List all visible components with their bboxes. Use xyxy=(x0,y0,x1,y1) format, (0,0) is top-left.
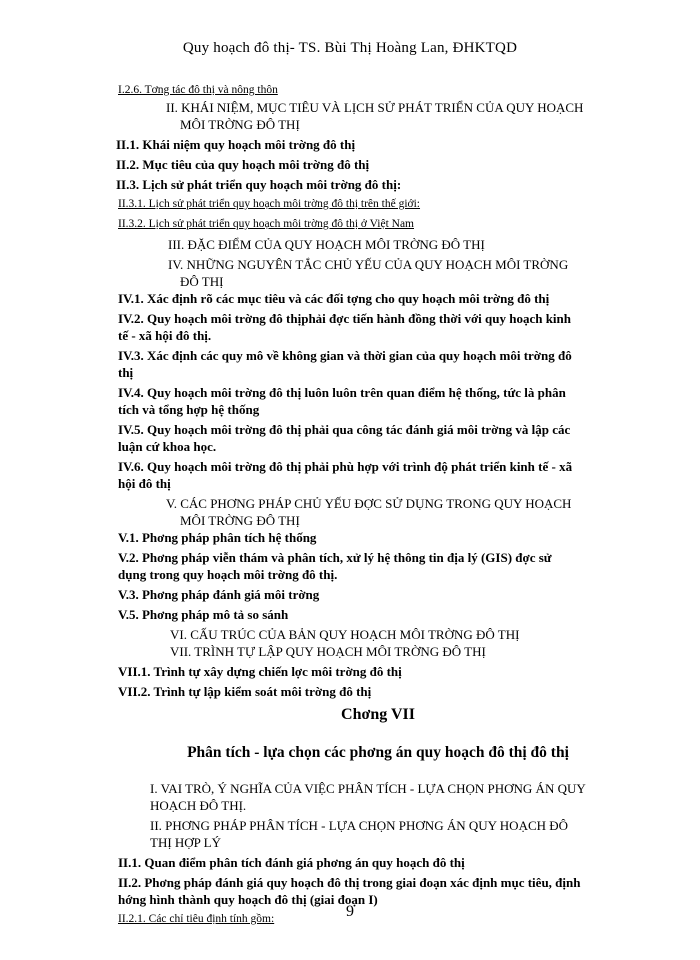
chapter-title: Phân tích - lựa chọn các phơng án quy hoạch đô thị đô thị xyxy=(187,744,569,761)
subsection-heading: V.2. Phơng pháp viễn thám và phân tích, xử lý hệ thông tin địa lý (GIS) đợc sử xyxy=(118,550,552,565)
section-heading: IV. NHỮNG NGUYÊN TẮC CHỦ YẾU CỦA QUY HOẠCH MÔI TRỜNG xyxy=(168,257,569,272)
subsection-heading: VII.1. Trình tự xây dựng chiến lợc môi trờng đô thị xyxy=(118,664,402,679)
subsection-heading: V.3. Phơng pháp đánh giá môi trờng xyxy=(118,587,320,602)
section-heading-cont: MÔI TRỜNG ĐÔ THỊ xyxy=(180,513,300,528)
subsection-heading: IV.5. Quy hoạch môi trờng đô thị phải qua công tác đánh giá môi trờng và lập các xyxy=(118,422,571,437)
page-body xyxy=(118,82,638,928)
section-heading-cont: THỊ HỢP LÝ xyxy=(150,834,222,850)
section-heading: III. ĐẶC ĐIỂM CỦA QUY HOẠCH MÔI TRỜNG ĐÔ THỊ xyxy=(168,237,485,252)
subsection-heading: IV.6. Quy hoạch môi trờng đô thị phải phù hợp với trình độ phát triển kinh tế - xã xyxy=(118,459,573,474)
subsection-heading: II.1. Khái niệm quy hoạch môi trờng đô thị xyxy=(116,137,356,152)
subsection-heading: IV.2. Quy hoạch môi trờng đô thịphải đợc tiến hành đồng thời với quy hoạch kinh xyxy=(118,311,571,326)
subsection-heading-cont: tích và tổng hợp hệ thống xyxy=(118,402,260,417)
subsection-heading-cont: tế - xã hội đô thị. xyxy=(118,328,212,343)
subsection-heading: IV.3. Xác định các quy mô về không gian và thời gian của quy hoạch môi trờng đô xyxy=(118,348,572,363)
subsubsection-heading: II.3.2. Lịch sử phát triển quy hoạch môi trờng đô thị ở Việt Nam xyxy=(118,218,414,230)
page-number: 9 xyxy=(346,903,354,920)
section-heading: II. PHƠNG PHÁP PHÂN TÍCH - LỰA CHỌN PHƠNG ÁN QUY HOẠCH ĐÔ xyxy=(150,817,569,833)
section-heading-cont: HOẠCH ĐÔ THỊ. xyxy=(150,797,247,813)
section-heading-cont: ĐÔ THỊ xyxy=(180,274,224,289)
section-heading: VII. TRÌNH TỰ LẬP QUY HOẠCH MÔI TRỜNG ĐÔ THỊ xyxy=(170,644,486,659)
subsection-heading: IV.1. Xác định rõ các mục tiêu và các đối tợng cho quy hoạch môi trờng đô thị xyxy=(118,291,550,306)
subsection-heading-cont: hội đô thị xyxy=(118,476,171,491)
subsection-heading: VII.2. Trình tự lập kiểm soát môi trờng đô thị xyxy=(118,684,372,699)
section-heading: II. KHÁI NIỆM, MỤC TIÊU VÀ LỊCH SỬ PHÁT TRIỂN CỦA QUY HOẠCH xyxy=(166,100,584,115)
subsection-heading: I.2.6. Tơng tác đô thị và nông thôn xyxy=(118,84,278,96)
subsection-heading-cont: hớng hình thành quy hoạch đô thị (giai đoạn I) xyxy=(118,891,378,907)
subsection-heading: II.2. Mục tiêu của quy hoạch môi trờng đô thị xyxy=(116,157,370,172)
section-heading: I. VAI TRÒ, Ý NGHĨA CỦA VIỆC PHÂN TÍCH - LỰA CHỌN PHƠNG ÁN QUY xyxy=(150,780,586,796)
subsection-heading-cont: dụng trong quy hoạch môi trờng đô thị. xyxy=(118,567,338,582)
subsection-heading: II.2. Phơng pháp đánh giá quy hoạch đô thị trong giai đoạn xác định mục tiêu, định xyxy=(118,874,581,890)
subsubsection-heading: II.2.1. Các chỉ tiêu định tính gồm: xyxy=(118,912,275,925)
subsection-heading: II.3. Lịch sử phát triển quy hoạch môi trờng đô thị: xyxy=(116,177,402,192)
subsection-heading: IV.4. Quy hoạch môi trờng đô thị luôn luôn trên quan điểm hệ thống, tức là phân xyxy=(118,385,566,400)
subsection-heading: V.5. Phơng pháp mô tả so sánh xyxy=(118,607,289,622)
subsection-heading: V.1. Phơng pháp phân tích hệ thống xyxy=(118,530,317,545)
subsection-heading: II.1. Quan điểm phân tích đánh giá phơng án quy hoạch đô thị xyxy=(118,854,465,870)
section-heading: VI. CẤU TRÚC CỦA BẢN QUY HOẠCH MÔI TRỜNG ĐÔ THỊ xyxy=(170,627,520,642)
subsection-heading-cont: luận cứ khoa học. xyxy=(118,439,217,454)
running-header: Quy hoạch đô thị- TS. Bùi Thị Hoàng Lan, ĐHKTQD xyxy=(182,40,518,56)
chapter-label: Chơng VII xyxy=(341,706,415,723)
section-heading: V. CÁC PHƠNG PHÁP CHỦ YẾU ĐỢC SỬ DỤNG TRONG QUY HOẠCH xyxy=(166,496,572,511)
subsubsection-heading: II.3.1. Lịch sử phát triển quy hoạch môi trờng đô thị trên thế giới: xyxy=(118,198,421,210)
subsection-heading-cont: thị xyxy=(118,365,134,380)
section-heading-cont: MÔI TRỜNG ĐÔ THỊ xyxy=(180,117,300,132)
